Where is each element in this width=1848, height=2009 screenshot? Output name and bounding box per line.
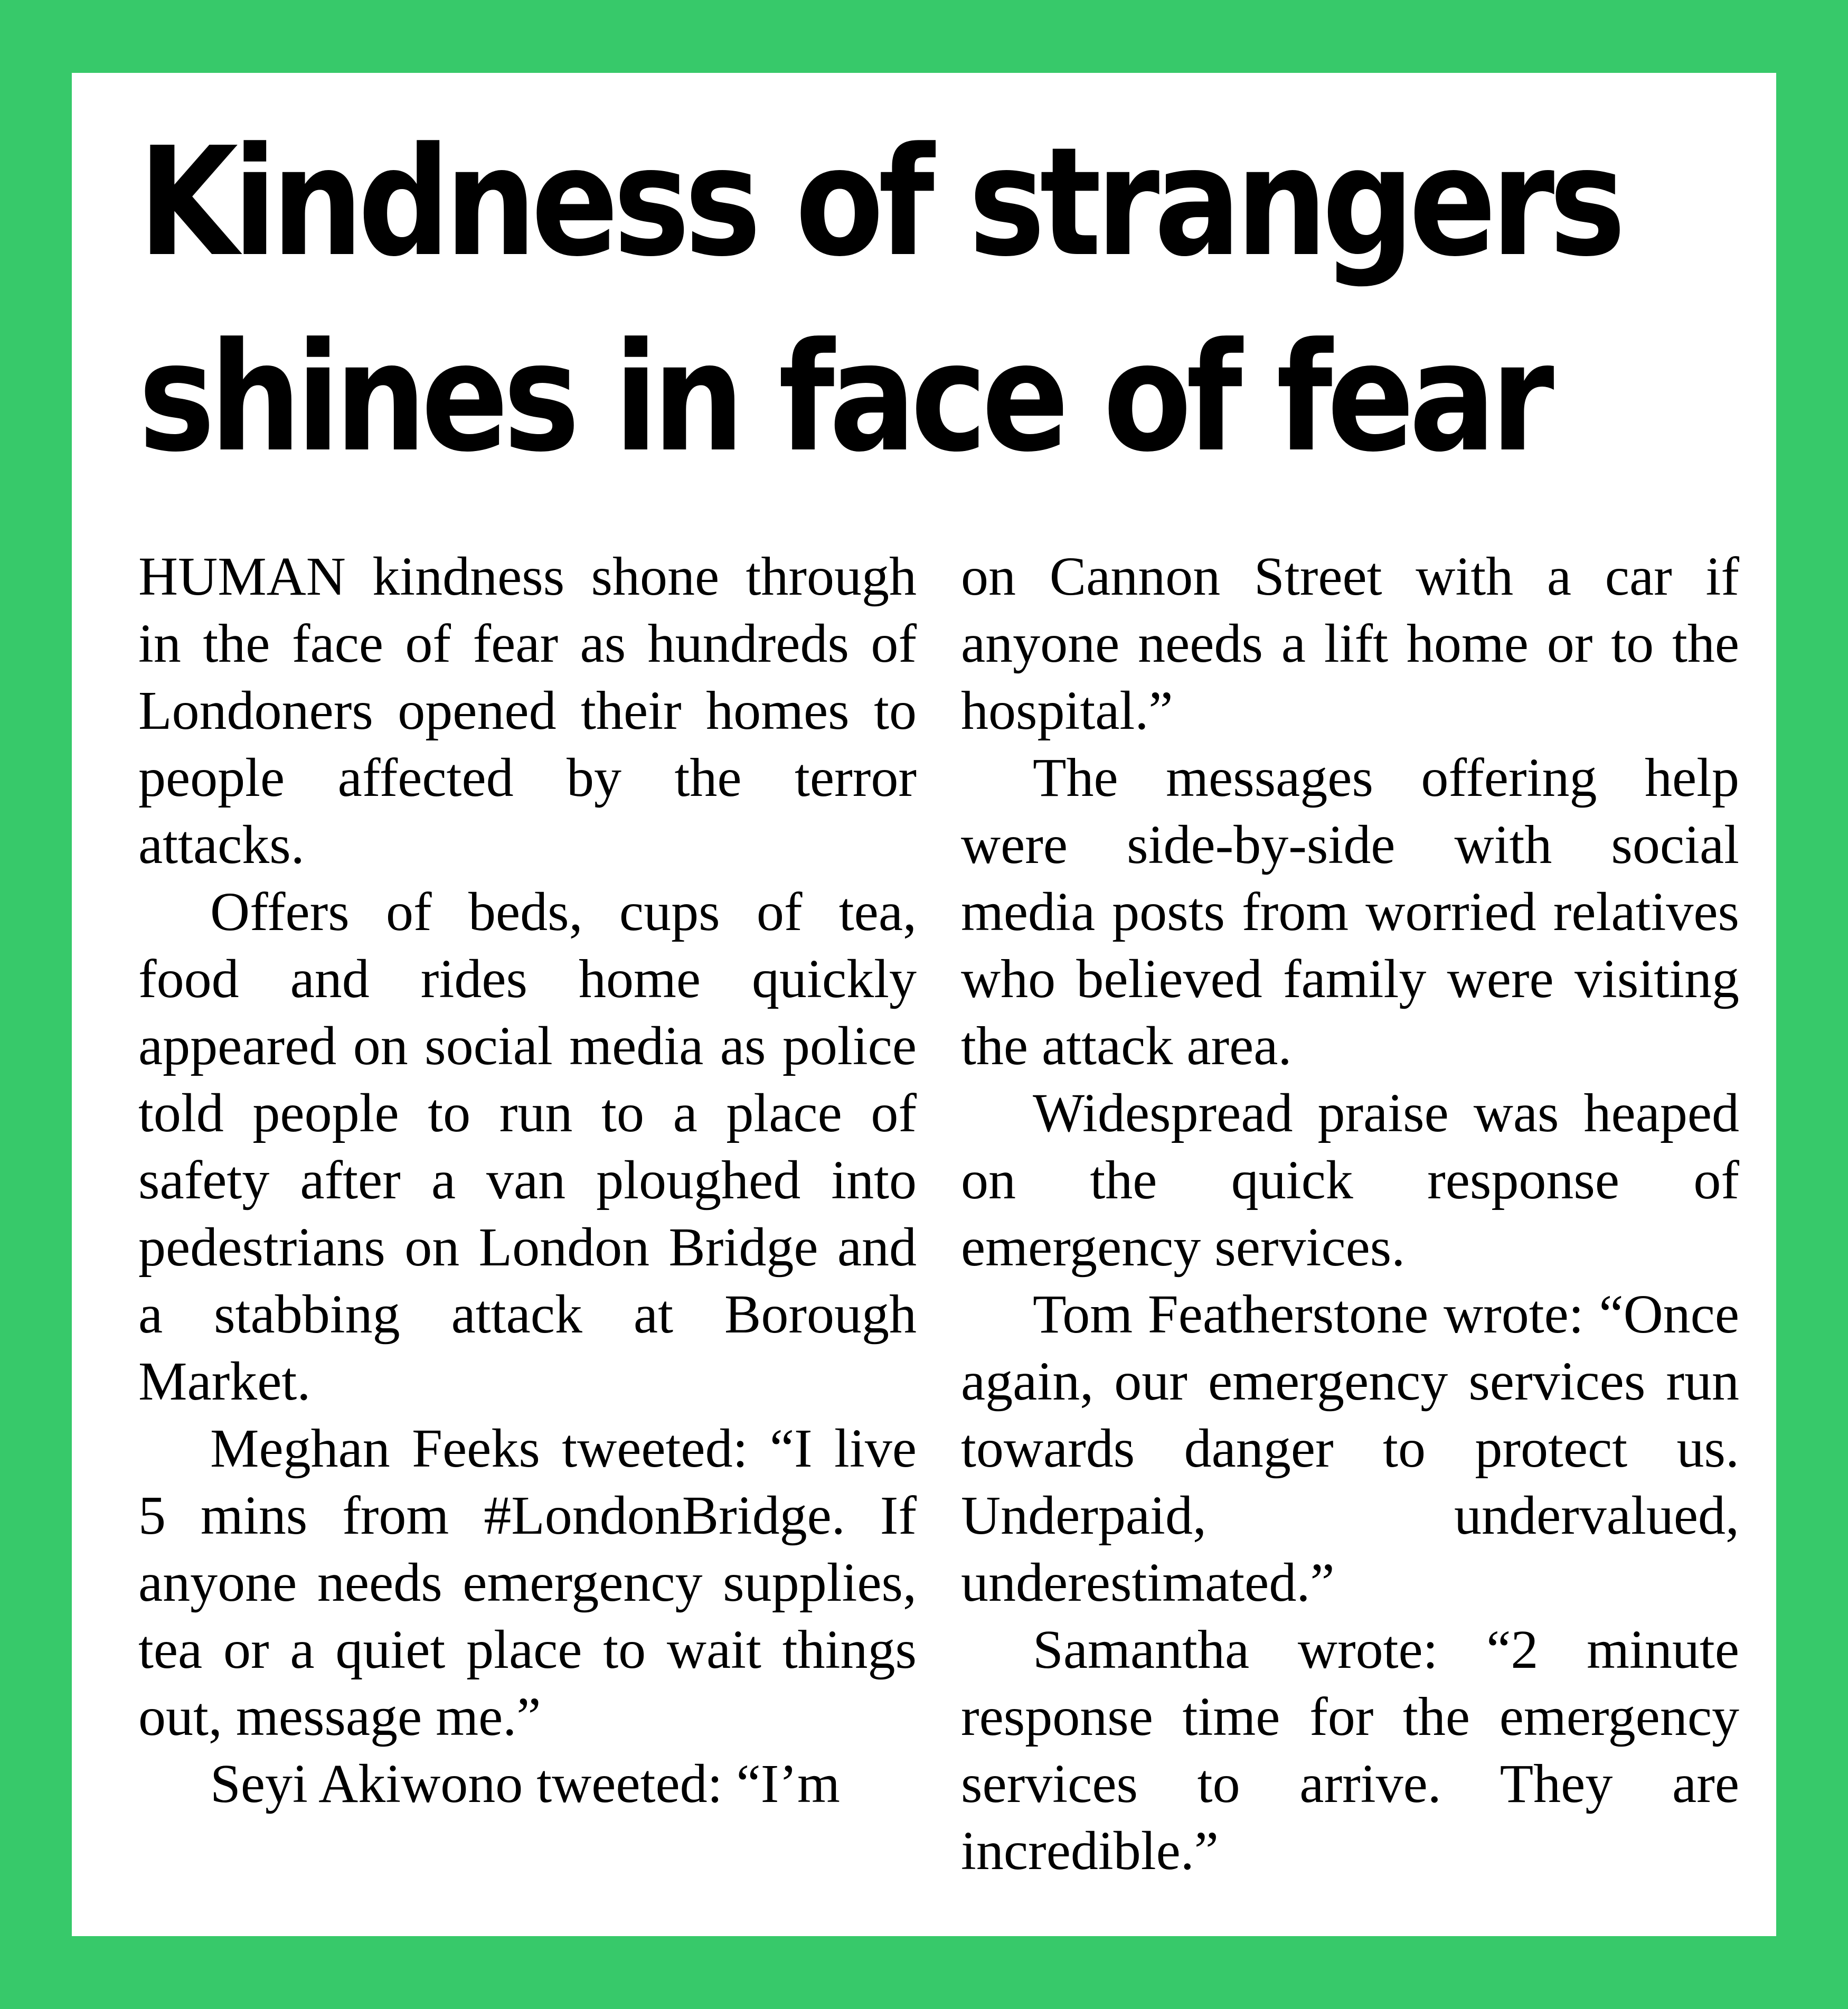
paragraph: The messages offering help were side-by-side with social media posts from worried relatives who believed family were visiting the attack area.	[961, 747, 1739, 1076]
paragraph: Samantha wrote: “2 minute response time for the emergency services to arrive. They are incredible.”	[961, 1619, 1739, 1881]
paragraph: Seyi Akiwono tweeted: “I’m	[210, 1753, 840, 1814]
headline	[138, 105, 1620, 495]
headline-line-1: Kindness of strangers	[138, 115, 1620, 289]
paragraph: Meghan Feeks tweeted: “I live 5 mins from #LondonBridge. If anyone needs emergency supplies, tea or a quiet place to wait things out, message me.”	[138, 1418, 917, 1747]
headline-line-2: shines in face of fear	[138, 310, 1549, 485]
paragraph: on Cannon Street with a car if anyone needs a lift home or to the hospital.”	[961, 546, 1739, 741]
column-left	[138, 543, 917, 1884]
column-right	[961, 543, 1739, 1884]
paragraph: Tom Featherstone wrote: “Once again, our emergency services run towards danger to protect us. Underpaid, undervalued, underestimated.”	[961, 1284, 1739, 1613]
newspaper-clipping	[72, 73, 1776, 1936]
paragraph: Widespread praise was heaped on the quick response of emergency services.	[961, 1083, 1739, 1278]
article-body	[138, 543, 1739, 1884]
paragraph: Offers of beds, cups of tea, food and rides home quickly appeared on social media as police told people to run to a place of safety after a van ploughed into pedestrians on London Bridge and a stabbing attack at Borough Market.	[138, 881, 917, 1412]
paragraph: HUMAN kindness shone through in the face of fear as hundreds of Londoners opened their homes to people affected by the terror attacks.	[138, 546, 917, 875]
